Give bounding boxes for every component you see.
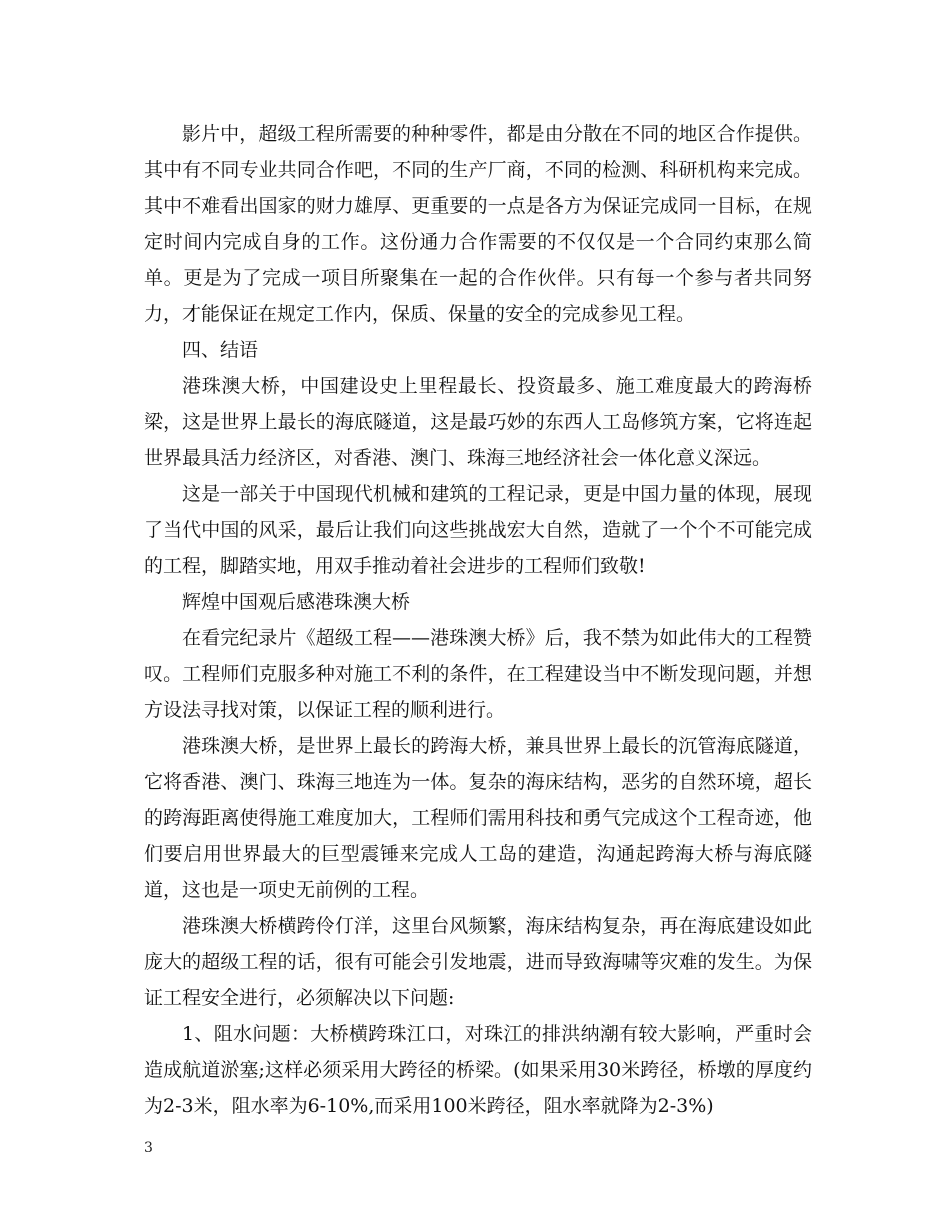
paragraph-water-blocking: 1、阻水问题：大桥横跨珠江口，对珠江的排洪纳潮有较大影响，严重时会造成航道淤塞;这样必须采用大跨径的桥梁。(如果采用30米跨径，桥墩的厚度约为2-3米，阻水率为6-10%,而采用100米跨径，阻水率就降为2-3%) <box>144 1023 812 1117</box>
paragraph-tribute: 这是一部关于中国现代机械和建筑的工程记录，更是中国力量的体现，展现了当代中国的风采，最后让我们向这些挑战宏大自然，造就了一个个不可能完成的工程，脚踏实地，用双手推动着社会进步的工程师们致敬! <box>144 483 812 577</box>
page-number: 3 <box>144 1140 153 1156</box>
paragraph-cooperation: 影片中，超级工程所需要的种种零件，都是由分散在不同的地区合作提供。其中有不同专业共同合作吧，不同的生产厂商，不同的检测、科研机构来完成。其中不难看出国家的财力雄厚、更重要的一点是各方为保证完成同一目标，在规定时间内完成自身的工作。这份通力合作需要的不仅仅是一个合同约束那么简单。更是为了完成一项目所聚集在一起的合作伙伴。只有每一个参与者共同努力，才能保证在规定工作内，保质、保量的安全的完成参见工程。 <box>144 123 812 325</box>
section-heading-conclusion: 四、结语 <box>182 339 259 361</box>
essay-title: 辉煌中国观后感港珠澳大桥 <box>182 591 411 613</box>
paragraph-challenges: 港珠澳大桥横跨伶仃洋，这里台风频繁，海床结构复杂，再在海底建设如此庞大的超级工程的话，很有可能会引发地震，进而导致海啸等灾难的发生。为保证工程安全进行，必须解决以下问题: <box>144 915 812 1009</box>
document-body <box>144 116 812 1124</box>
paragraph-bridge-description: 港珠澳大桥，是世界上最长的跨海大桥，兼具世界上最长的沉管海底隧道，它将香港、澳门、珠海三地连为一体。复杂的海床结构，恶劣的自然环境，超长的跨海距离使得施工难度加大，工程师们需用科技和勇气完成这个工程奇迹，他们要启用世界最大的巨型震锤来完成人工岛的建造，沟通起跨海大桥与海底隧道，这也是一项史无前例的工程。 <box>144 735 812 901</box>
paragraph-documentary-intro: 在看完纪录片《超级工程——港珠澳大桥》后，我不禁为如此伟大的工程赞叹。工程师们克服多种对施工不利的条件，在工程建设当中不断发现问题，并想方设法寻找对策，以保证工程的顺利进行。 <box>144 627 812 721</box>
paragraph-bridge-overview: 港珠澳大桥，中国建设史上里程最长、投资最多、施工难度最大的跨海桥梁，这是世界上最长的海底隧道，这是最巧妙的东西人工岛修筑方案，它将连起世界最具活力经济区，对香港、澳门、珠海三地经济社会一体化意义深远。 <box>144 375 812 469</box>
